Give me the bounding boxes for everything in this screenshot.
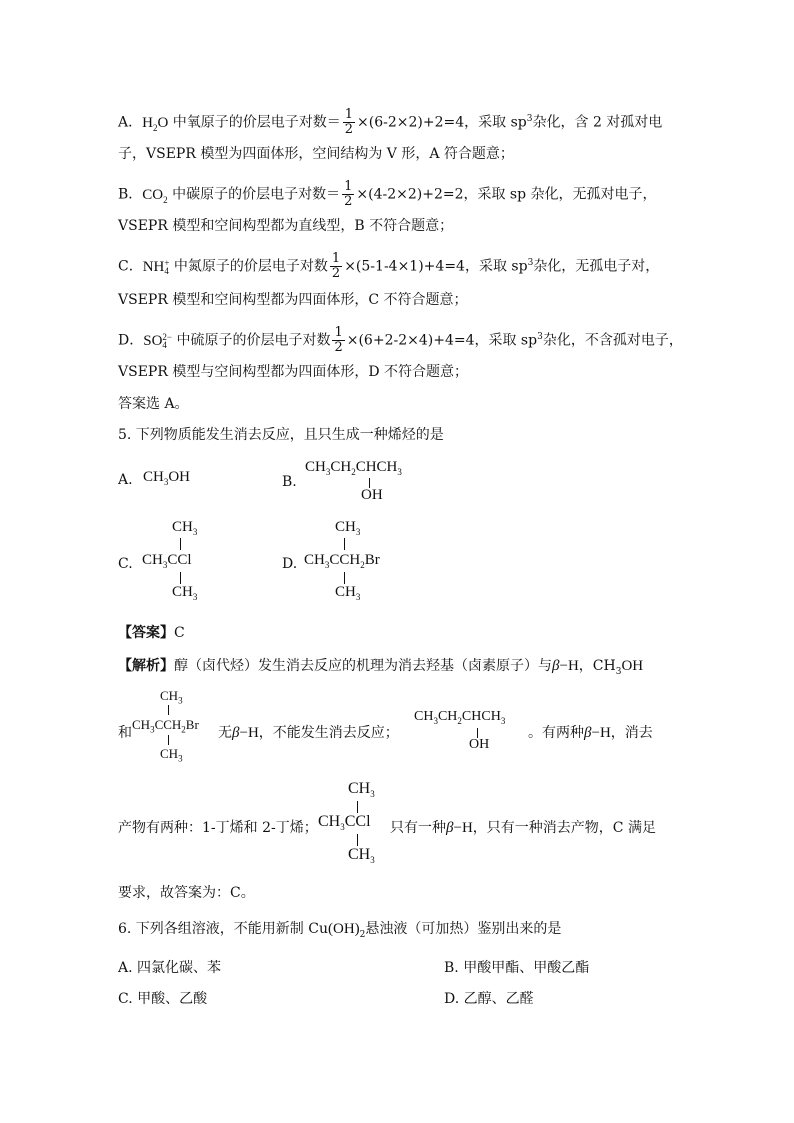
option-a-text3: 杂化，含 2 对孤对电 [532,114,663,131]
option-b-analysis-line1 [118,180,657,210]
analysis-answer: 答案选 A。 [118,396,189,412]
q5-option-c-bond-top [180,538,181,550]
inline-struct1-main: $CH_3CCH_2Br$ [132,717,199,735]
option-d-prefix: D． [118,332,144,349]
q5-option-d-bond-bottom [344,572,345,584]
option-a-text2: ×(6-2×2)+2=4，采取 sp [357,114,527,131]
explanation-text: 醇（卤代烃）发生消去反应的机理为消去羟基（卤素原子）与 [174,658,552,674]
option-d-analysis-line1 [118,326,683,355]
option-c-analysis-line2: VSEPR 模型和空间构型都为四面体形，C 不符合题意； [118,292,468,308]
inline-struct3-main: $CH_3CCl$ [318,813,371,833]
fraction-half: $\frac{1}{2}$ [334,325,343,355]
question-5-stem: 5. 下列物质能发生消去反应，且只生成一种烯烃的是 [118,427,444,443]
option-c-prefix: C． [118,258,143,275]
q5-explanation-line2-b: 。有两种β−H，消去 [528,725,653,741]
inline-struct1-bond-top [168,705,169,715]
hydrogen-text: −H [559,658,579,674]
inline-struct3-bottom: $CH_3$ [348,846,375,866]
q5-option-c-label: C. [118,556,133,572]
q5-explanation-and: 和 [118,725,132,741]
superscript: 3 [537,331,543,342]
q5-option-d-ch3-bottom: $CH_3$ [335,584,361,602]
inline-struct2-top: $CH_3CH_2CHCH_3$ [414,709,506,726]
explanation-label: 【解析】 [118,658,174,674]
explanation-text: ，CH [578,658,616,674]
inline-struct3-bond-top [357,801,358,813]
option-c-text3: 杂化，无孤电子对， [533,258,660,275]
q5-explanation-line4: 要求，故答案为：C。 [118,885,255,901]
q5-option-c-ch3-top: $CH_3$ [172,519,198,537]
beta-symbol: β [552,658,560,674]
q6-option-a: A. 四氯化碳、苯 [118,960,222,976]
q5-option-c-ch3-bottom: $CH_3$ [172,584,198,602]
co2-formula: $CO_2$ [142,186,168,205]
ammonium-formula: NH + 4 [142,258,170,277]
q5-option-d-bond-top [344,538,345,550]
q5-explanation-line1 [118,656,643,682]
q5-option-a-formula: $CH_3OH$ [143,469,191,487]
option-d-text3: 杂化，不含孤对电子， [542,332,683,349]
option-b-analysis-line2: VSEPR 模型和空间构型都为直线型，B 不符合题意； [118,218,454,234]
answer-value: C [174,625,185,641]
option-d-text1: 中硫原子的价层电子对数 [172,332,331,349]
option-a-analysis-line2: 子，VSEPR 模型为四面体形，空间结构为 V 形，A 符合题意； [118,146,514,162]
subscript: 3 [615,666,622,677]
option-a-prefix: A． [118,114,143,131]
option-b-prefix: B． [118,186,143,203]
option-c-text1: 中氮原子的价层电子对数 [169,258,328,275]
fraction-half: $\frac{1}{2}$ [344,179,353,209]
q5-option-a-label: A. [118,472,133,488]
q6-option-b: B. 甲酸甲酯、甲酸乙酯 [444,960,590,976]
q5-explanation-line3-b: 只有一种β−H，只有一种消去产物，C 满足 [390,820,656,836]
water-formula: $H_2O$ [142,114,169,133]
sulfate-formula: SO 2− 4 [143,332,172,351]
inline-struct3-top: $CH_3$ [348,780,375,800]
q5-option-b-structure-oh: OH [361,487,383,503]
inline-struct3-bond-bottom [357,834,358,846]
question-6-stem: 6. 下列各组溶液，不能用新制 $Cu(OH)_2$悬浊液（可加热）鉴别出来的是 [118,921,562,940]
fraction-half: $\frac{1}{2}$ [331,251,341,281]
q5-answer [118,623,185,643]
option-b-text2: ×(4-2×2)+2=2，采取 sp 杂化，无孤对电子， [356,186,657,203]
inline-struct1-bottom: $CH_3$ [160,746,183,764]
superscript: 3 [527,257,534,268]
option-c-text2: ×(5-1-4×1)+4=4，采取 sp [344,258,528,275]
option-a-text1: 中氧原子的价层电子对数＝ [168,114,341,131]
q5-option-c-bond-bottom [180,572,181,584]
q5-option-d-label: D. [282,556,298,572]
option-b-text1: 中碳原子的价层电子对数＝ [167,186,341,203]
q5-explanation-line2-a: 无β−H，不能发生消去反应； [218,725,399,741]
answer-label: 【答案】 [118,625,174,641]
q5-option-d-ch3-top: $CH_3$ [335,519,361,537]
q6-option-d: D. 乙醇、乙醛 [444,991,534,1007]
fraction-half: $\frac{1}{2}$ [344,107,354,137]
option-c-analysis-line1 [118,252,659,281]
q5-option-b-structure-top: $CH_3CH_2CHCH_3$ [305,459,402,477]
q5-option-c-ch3ccl: $CH_3CCl$ [142,552,192,570]
option-d-text2: ×(6+2-2×4)+4=4，采取 sp [346,332,538,349]
explanation-text: OH [621,658,644,674]
inline-struct2-oh: OH [469,737,490,752]
inline-struct1-bond-bottom [168,735,169,745]
inline-struct1-top: $CH_3$ [160,688,183,706]
superscript: 3 [526,113,533,124]
option-a-analysis-line1 [118,108,662,138]
q5-explanation-line3-a: 产物有两种：1-丁烯和 2-丁烯； [118,820,318,836]
q5-option-b-label: B. [282,474,297,490]
option-d-analysis-line2: VSEPR 模型与空间构型都为四面体形，D 不符合题意； [118,364,469,380]
q5-option-d-main-chain: $CH_3CCH_2Br$ [304,552,380,570]
q6-option-c: C. 甲酸、乙酸 [118,991,208,1007]
